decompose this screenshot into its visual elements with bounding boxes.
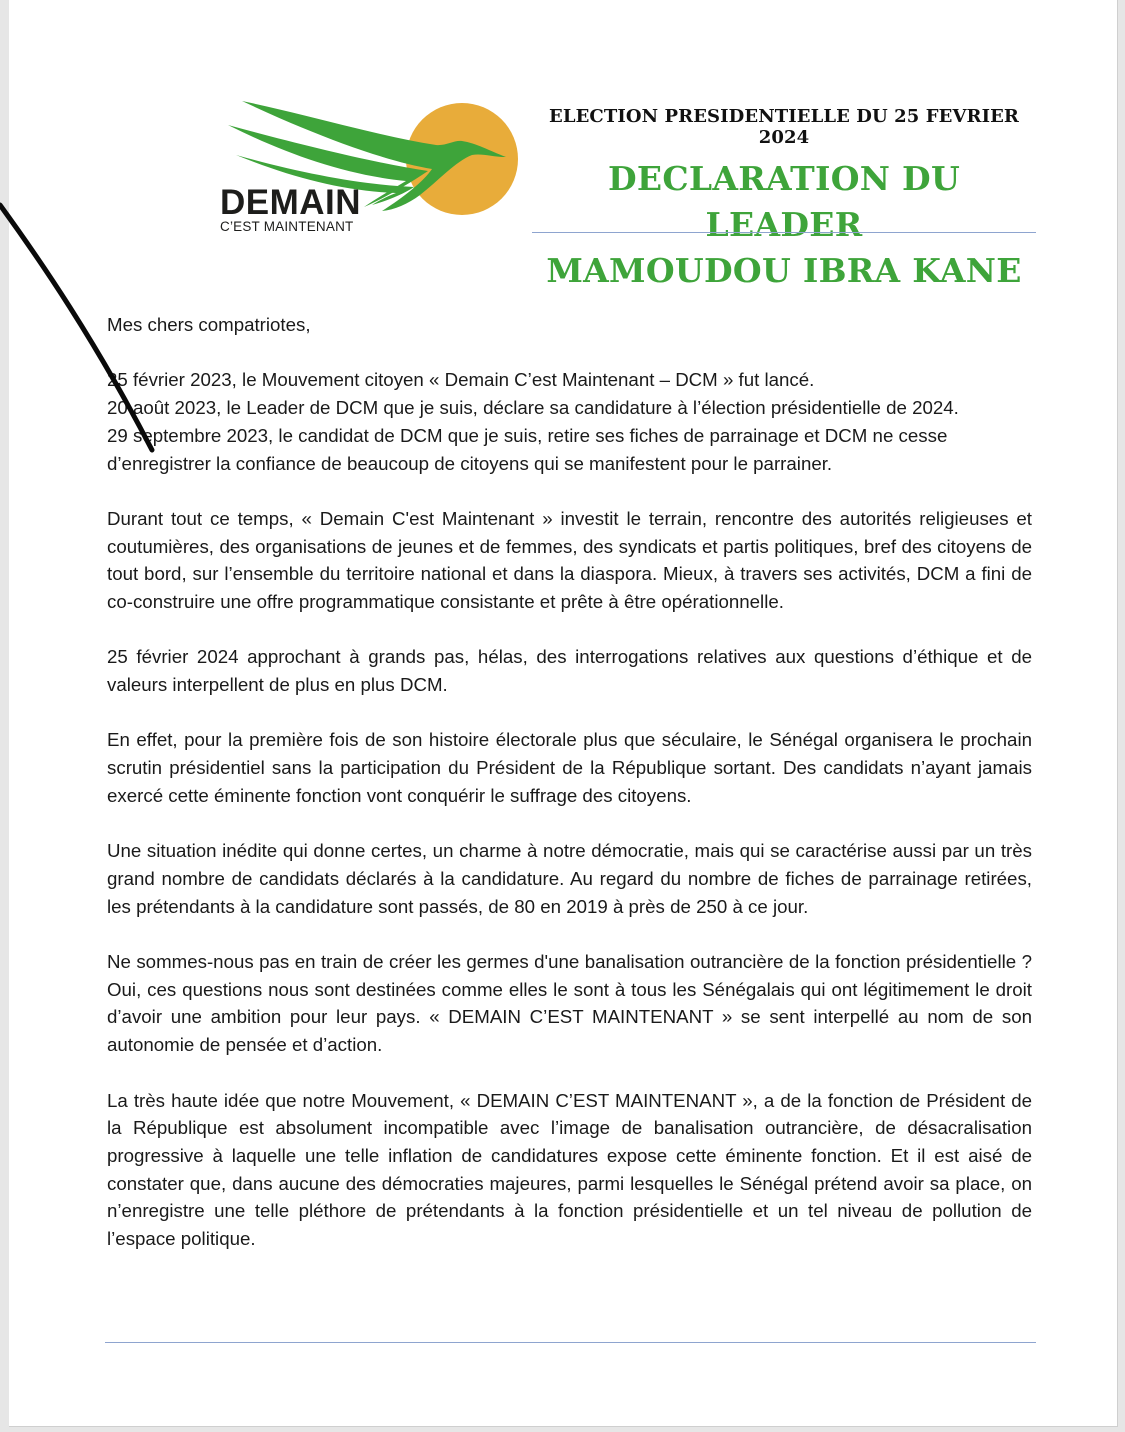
logo-wordmark: DEMAIN	[220, 183, 362, 222]
document-page	[9, 0, 1118, 1427]
timeline-line: 29 septembre 2023, le candidat de DCM que je suis, retire ses fiches de parrainage et DCM ne cesse d’enregistrer la confiance de beaucoup de citoyens qui se manifestent pour le parrainer.	[107, 424, 948, 474]
timeline-line: 25 février 2023, le Mouvement citoyen « Demain C’est Maintenant – DCM » fut lancé.	[107, 369, 815, 391]
header-kicker: ELECTION PRESIDENTIELLE DU 25 FEVRIER 2024	[549, 106, 1019, 148]
document-header	[529, 106, 1039, 294]
salutation: Mes chers compatriotes,	[107, 314, 311, 335]
header-title-line-1: DECLARATION DU LEADER	[607, 159, 961, 244]
body-paragraph: Durant tout ce temps, « Demain C'est Maintenant » investit le terrain, rencontre des autorités religieuses et coutumières, des organisations de jeunes et de femmes, des syndicats et partis politiques, bref des citoyens de tout bord, sur l’ensemble du territoire national et dans la diaspora. Mieux, à travers ses activités, DCM a fini de co-construire une offre programmatique consistante et prête à être opérationnelle.	[107, 507, 1032, 612]
logo-tagline: C’EST MAINTENANT	[220, 219, 354, 234]
body-paragraph: En effet, pour la première fois de son histoire électorale plus que séculaire, le Sénégal organisera le prochain scrutin présidentiel sans la participation du Président de la République sortant. Des candidats n’ayant jamais exercé cette éminente fonction vont conquérir le suffrage des citoyens.	[107, 729, 1032, 806]
header-title-line-2: MAMOUDOU IBRA KANE	[546, 251, 1022, 290]
dcm-logo	[214, 95, 524, 240]
body-paragraph: Une situation inédite qui donne certes, un charme à notre démocratie, mais qui se caractérise aussi par un très grand nombre de candidats déclarés à la candidature. Au regard du nombre de fiches de parrainage retirées, les prétendants à la candidature sont passés, de 80 en 2019 à près de 250 à ce jour.	[107, 840, 1032, 917]
header-divider	[532, 232, 1036, 233]
body-paragraph: La très haute idée que notre Mouvement, « DEMAIN C’EST MAINTENANT », a de la fonction de Président de la République est absolument incompatible avec l’image de banalisation outrancière, de désacralisation progressive à laquelle une telle inflation de candidatures expose cette éminente fonction. Et il est aisé de constater que, dans aucune des démocraties majeures, parmi lesquelles le Sénégal prétend avoir sa place, on n’enregistre une telle pléthore de prétendants à la fonction présidentielle et un tel niveau de pollution de l’espace politique.	[107, 1089, 1032, 1250]
body-paragraph: 25 février 2024 approchant à grands pas, hélas, des interrogations relatives aux questions d’éthique et de valeurs interpellent de plus en plus DCM.	[107, 646, 1032, 696]
timeline-paragraph	[107, 366, 1032, 477]
timeline-line: 20 août 2023, le Leader de DCM que je suis, déclare sa candidature à l’élection présidentielle de 2024.	[107, 397, 959, 419]
footer-divider	[105, 1342, 1036, 1343]
document-body	[107, 311, 1032, 1280]
body-paragraph: Ne sommes-nous pas en train de créer les germes d'une banalisation outrancière de la fonction présidentielle ? Oui, ces questions nous sont destinées comme elles le sont à tous les Sénégalais qui ont légitimement le droit d’avoir une ambition pour leur pays. « DEMAIN C’EST MAINTENANT » se sent interpellé au nom de son autonomie de pensée et d’action.	[107, 951, 1032, 1056]
